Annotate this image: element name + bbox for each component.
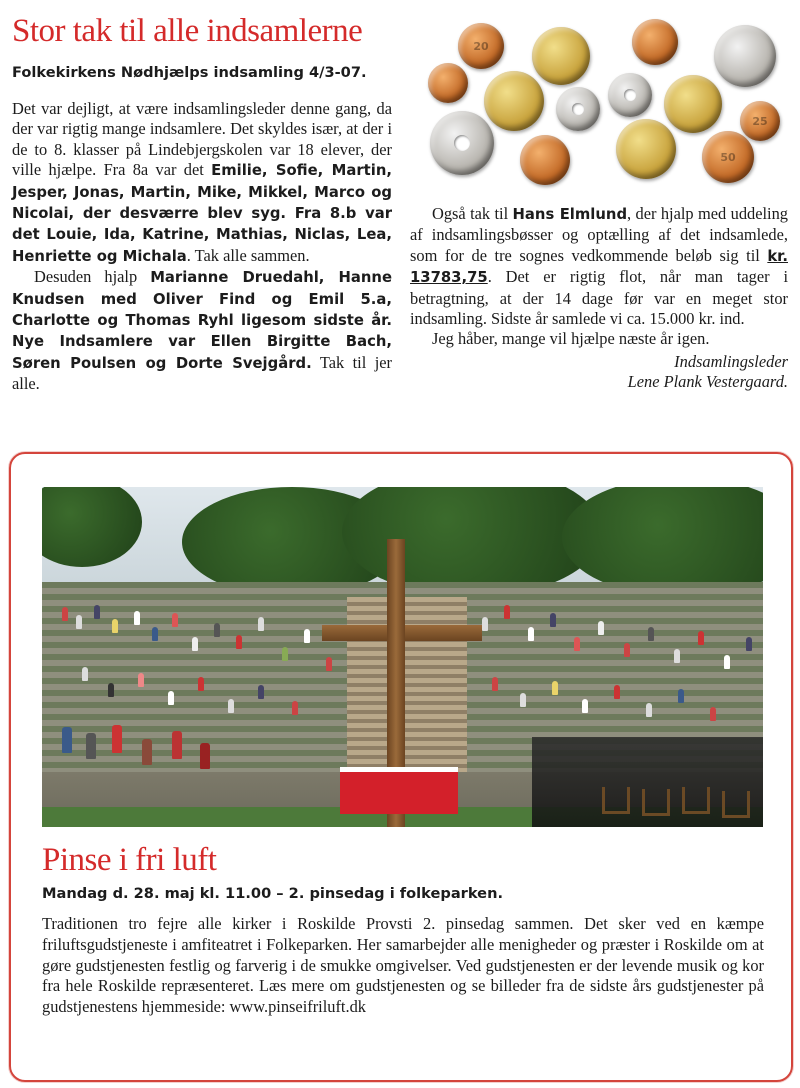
pinse-body: Traditionen tro fejre alle kirker i Roskilde Provsti 2. pinsedag sammen. Det sker ved en kæmpe friluftsgudstjeneste i amfiteatret i Folkeparken. Her samarbejder alle menigheder og præster i Roskilde om at gøre gudstjenesten festlig og farverig i de smukke omgivelser. Ved gudstjenesten er der levende musik og kor fra hele Roskilde repræsenteret. Læs mere om gudstjenesten og se billeder fra de sidste års gudstjenester på gudstjenestens hjemmeside: www.pinseifriluft.dk — [42, 914, 764, 1017]
coin-icon — [632, 19, 678, 65]
coin-icon: 20 — [458, 23, 504, 69]
signature-name: Lene Plank Vestergaard. — [627, 372, 788, 392]
coin-icon: 25 — [740, 101, 780, 141]
coin-icon — [616, 119, 676, 179]
student-names: Emilie, Sofie, Martin, Jesper, Jonas, Martin, Mike, Mikkel, Marco og Nicolai, der desværre blev syg. Fra 8.b var det Louie, Ida, Katrine, Mathias, Niclas, Lea, Henriette og Michala — [12, 162, 392, 265]
helper-names: Marianne Druedahl, Hanne Knudsen med Oliver Find og Emil 5.a, Charlotte og Thomas Ryhl ligesom sidste år. Nye Indsamlere var Ellen Birgitte Bach, Søren Poulsen og Dorte Svejgård. — [12, 269, 392, 372]
coin-icon — [484, 71, 544, 131]
amphitheatre-service-photo — [42, 487, 763, 827]
signature-role: Indsamlingsleder — [674, 351, 788, 371]
danish-coins-image — [420, 15, 790, 195]
coin-icon — [428, 63, 468, 103]
paragraph-thanks-elmlund: Også tak til Hans Elmlund, der hjalp med uddeling af indsamlingsbøsser og optælling af det indsamlede, som for de tre sognes vedkommende beløb sig til kr. 13783,75. Det er rigtig flot, når man tager i betragtning, at der 14 dage før var en meget stor indsamling. Sidste år samlede vi ca. 15.000 kr. ind. — [410, 204, 788, 329]
coin-icon — [520, 135, 570, 185]
coin-icon — [608, 73, 652, 117]
coin-icon — [532, 27, 590, 85]
top-article-right-column — [410, 204, 788, 393]
paragraph-thanks-helpers: Desuden hjalp Marianne Druedahl, Hanne Knudsen med Oliver Find og Emil 5.a, Charlotte og Thomas Ryhl ligesom sidste år. Nye Indsamlere var Ellen Birgitte Bach, Søren Poulsen og Dorte Svejgård. Tak til jer alle. — [12, 267, 392, 394]
coin-icon — [714, 25, 776, 87]
collected-amount: kr. 13783,75 — [410, 247, 788, 287]
paragraph-thanks-students: Det var dejligt, at være indsamlingsleder denne gang, da der var rigtig mange indsamlere. Det skyldes især, at der i de to 8. klasser på Lindebjergskolen var 18 elever, der ville hjælpe. Fra 8a var det Emilie, Sofie, Martin, Jesper, Jonas, Martin, Mike, Mikkel, Marco og Nicolai, der desværre blev syg. Fra 8.b var det Louie, Ida, Katrine, Mathias, Niclas, Lea, Henriette og Michala. Tak alle sammen. — [12, 99, 392, 265]
pinse-subtitle: Mandag d. 28. maj kl. 11.00 – 2. pinsedag i folkeparken. — [42, 885, 504, 902]
coin-icon — [664, 75, 722, 133]
top-article — [12, 12, 392, 395]
coin-icon: 50 — [702, 131, 754, 183]
coin-icon — [556, 87, 600, 131]
pinse-title: Pinse i fri luft — [42, 842, 217, 878]
article-subtitle: Folkekirkens Nødhjælps indsamling 4/3-07. — [12, 64, 367, 81]
article-title: Stor tak til alle indsamlerne — [12, 13, 363, 49]
paragraph-closing: Jeg håber, mange vil hjælpe næste år igen. — [432, 329, 710, 349]
coin-icon — [430, 111, 494, 175]
